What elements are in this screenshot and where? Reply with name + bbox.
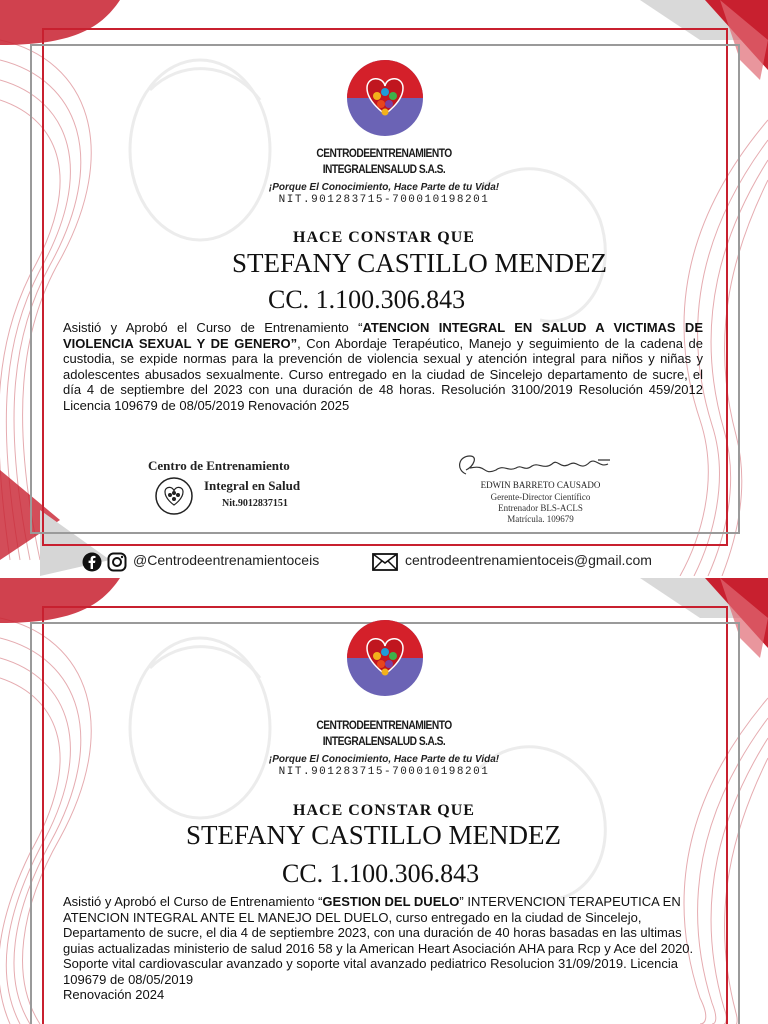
organization-name-line1: CENTRODEENTRENAMIENTO: [316, 718, 452, 732]
recipient-id: CC. 1.100.306.843: [268, 285, 466, 314]
certificate-body: [63, 320, 703, 413]
recipient-name: STEFANY CASTILLO MENDEZ: [232, 248, 607, 278]
signer-name: EDWIN BARRETO CAUSADO: [480, 480, 601, 490]
body-details: , Con Abordaje Terapéutico, Manejo y seguimiento de la cadena de custodia, se expide normas para la prevención de violencia sexual y atención integral para niños y niñas y adolescentes abusados sexualmente. Curso entregado en la ciudad de Sincelejo departamento de sucre, el día 4 de septiembre del 2023 con una duración de 48 horas. Resolución 3100/2019 Resolución 459/2012 Licencia 109679 de 08/05/2019 Renovación 2025: [63, 335, 703, 413]
body-intro: Asistió y Aprobó el Curso de Entrenamiento “: [63, 320, 363, 335]
body-intro: Asistió y Aprobó el Curso de Entrenamiento “: [63, 894, 323, 909]
recipient-name: STEFANY CASTILLO MENDEZ: [186, 820, 561, 850]
stamp-nit: Nit.9012837151: [222, 498, 288, 509]
organization-slogan: ¡Porque El Conocimiento, Hace Parte de tu Vida!: [268, 754, 500, 765]
instagram-icon: [107, 552, 127, 572]
facebook-icon: [82, 552, 102, 572]
certificate-body: [63, 894, 708, 1003]
course-title: ATENCION INTEGRAL EN SALUD A VICTIMAS DE VIOLENCIA SEXUAL Y DE GENERO”: [63, 320, 703, 351]
stamp-subtitle: Integral en Salud: [204, 478, 301, 493]
recipient-id: CC. 1.100.306.843: [282, 859, 480, 888]
organization-nit: NIT.901283715-700010198201: [278, 194, 490, 206]
certificate-heading: HACE CONSTAR QUE: [293, 229, 475, 246]
signature-block: [448, 450, 628, 530]
contact-bar: [0, 548, 768, 576]
certificate-heading: HACE CONSTAR QUE: [293, 802, 475, 819]
stamp-title: Centro de Entrenamiento: [148, 458, 290, 473]
organization-name-line2: INTEGRALENSALUD S.A.S.: [322, 162, 446, 176]
organization-nit: NIT.901283715-700010198201: [278, 766, 490, 778]
body-details: ” INTERVENCION TERAPEUTICA EN ATENCION INTEGRAL ANTE EL MANEJO DEL DUELO, curso entregado en la ciudad de Sincelejo, Departamento de sucre, el dia 4 de septiembre 2023, con una duración de 40 horas basadas en las ultimas guias actualizadas ministerio de salud 2016 58 y la American Heart Asociación AHA para Rcp y Ace del 2020. Soporte vital cardiovascular avanzado y soporte vital avanzado pediatrico Resolucion 31/09/2019. Licencia 109679 de 08/05/2019: [63, 894, 694, 987]
stamp-logo-icon: [154, 476, 194, 516]
course-title: GESTION DEL DUELO: [322, 894, 460, 909]
certificate-2: [0, 578, 768, 1024]
signer-certification: Entrenador BLS-ACLS: [498, 503, 583, 513]
signer-license: Matrícula. 109679: [507, 514, 574, 524]
organization-stamp: [148, 458, 348, 520]
organization-logo: [345, 58, 425, 138]
handwritten-signature: [448, 450, 628, 484]
organization-name-line2: INTEGRALENSALUD S.A.S.: [322, 734, 446, 748]
organization-name-line1: CENTRODEENTRENAMIENTO: [316, 146, 452, 160]
signer-role: Gerente-Director Científico: [490, 492, 591, 502]
organization-logo: [345, 618, 425, 698]
renewal-note: Renovación 2024: [63, 987, 165, 1002]
organization-slogan: ¡Porque El Conocimiento, Hace Parte de tu Vida!: [268, 182, 500, 193]
contact-email: centrodeentrenamientoceis@gmail.com: [405, 552, 652, 568]
email-icon: [372, 553, 398, 571]
social-handle: @Centrodeentrenamientoceis: [133, 552, 320, 568]
